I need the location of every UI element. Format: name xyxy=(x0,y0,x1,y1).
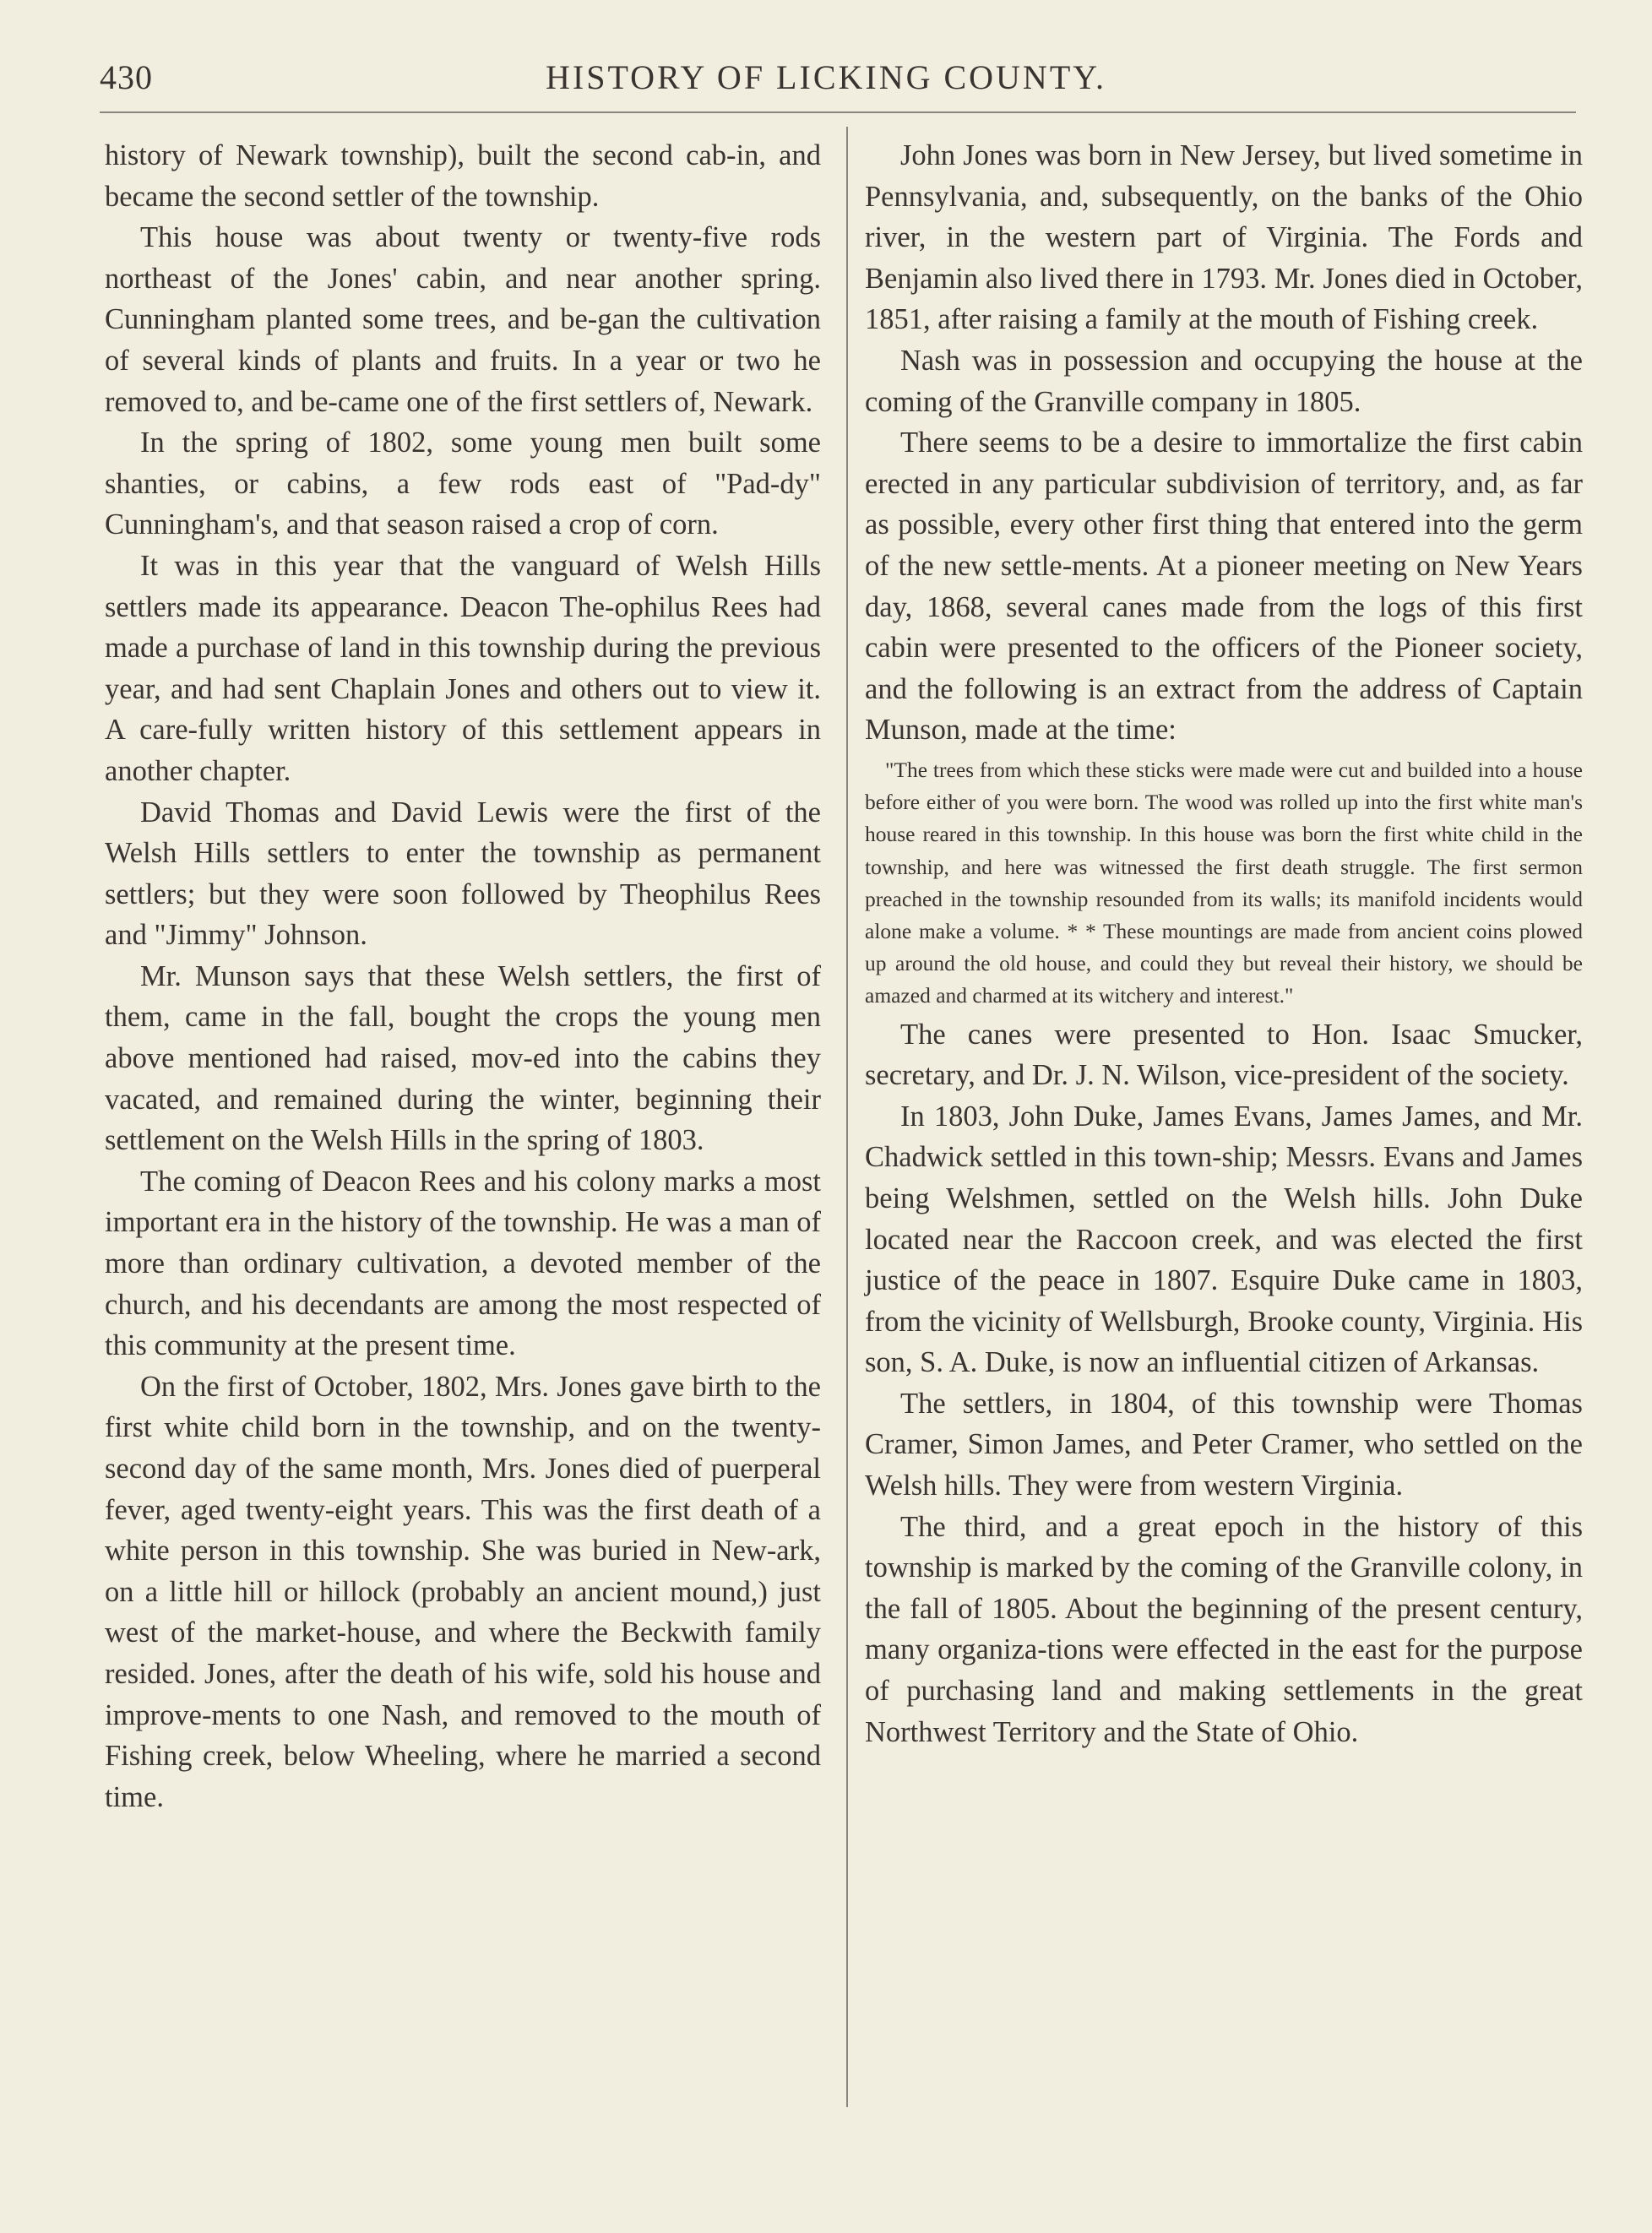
paragraph: It was in this year that the vanguard of Welsh Hills settlers made its appearance. Deacon The-ophilus Rees had made a purchase of land in this township during the previous year, and had sent Chaplain Jones and others out to view it. A care-fully written history of this settlement appears in another chapter. xyxy=(105,549,821,787)
paragraph: The canes were presented to Hon. Isaac Smucker, secretary, and Dr. J. N. Wilson, vice-president of the society. xyxy=(865,1018,1583,1092)
paragraph: In 1803, John Duke, James Evans, James James, and Mr. Chadwick settled in this town-ship; Messrs. Evans and James being Welshmen, settled on the Welsh hills. John Duke located near the Raccoon creek, and was elected the first justice of the peace in 1807. Esquire Duke came in 1803, from the vicinity of Wellsburgh, Brooke county, Virginia. His son, S. A. Duke, is now an influential citizen of Arkansas. xyxy=(865,1100,1583,1379)
paragraph: Mr. Munson says that these Welsh settlers, the first of them, came in the fall, bought the crops the young men above mentioned had raised, mov-ed into the cabins they vacated, and remained during the winter, beginning their settlement on the Welsh Hills in the spring of 1803. xyxy=(105,959,821,1157)
paragraph: On the first of October, 1802, Mrs. Jones gave birth to the first white child born in the township, and on the twenty-second day of the same month, Mrs. Jones died of puerperal fever, aged twenty-eight years. This was the first death of a white person in this township. She was buried in New-ark, on a little hill or hillock (probably an ancient mound,) just west of the market-house, and where the Beckwith family resided. Jones, after the death of his wife, sold his house and improve-ments to one Nash, and removed to the mouth of Fishing creek, below Wheeling, where he married a second time. xyxy=(105,1370,821,1813)
block-quote: "The trees from which these sticks were made were cut and builded into a house before either of you were born. The wood was rolled up into the first white man's house reared in this township. In this house was born the first white child in the township, and here was witnessed the first death struggle. The first sermon preached in the township resounded from its walls; its manifold incidents would alone make a volume. * * These mountings are made from ancient coins plowed up around the old house, and could they but reveal their history, we should be amazed and charmed at its witchery and interest." xyxy=(865,757,1583,1008)
paragraph: David Thomas and David Lewis were the first of the Welsh Hills settlers to enter the township as permanent settlers; but they were soon followed by Theophilus Rees and "Jimmy" Johnson. xyxy=(105,796,821,952)
left-column xyxy=(105,135,821,1817)
paragraph: The settlers, in 1804, of this township were Thomas Cramer, Simon James, and Peter Cramer, who settled on the Welsh hills. They were from western Virginia. xyxy=(865,1387,1583,1502)
paragraph: The third, and a great epoch in the history of this township is marked by the coming of the Granville colony, in the fall of 1805. About the beginning of the present century, many organiza-tions were effected in the east for the purpose of purchasing land and making settlements in the great Northwest Territory and the State of Ohio. xyxy=(865,1510,1583,1748)
paragraph: history of Newark township), built the second cab-in, and became the second settler of the township. xyxy=(105,139,821,213)
running-title: HISTORY OF LICKING COUNTY. xyxy=(546,58,1106,96)
right-column xyxy=(865,135,1583,1752)
paragraph: This house was about twenty or twenty-five rods northeast of the Jones' cabin, and near another spring. Cunningham planted some trees, and be-gan the cultivation of several kinds of plants and fruits. In a year or two he removed to, and be-came one of the first settlers of, Newark. xyxy=(105,221,821,418)
paragraph: The coming of Deacon Rees and his colony marks a most important era in the history of the township. He was a man of more than ordinary cultivation, a devoted member of the church, and his decendants are among the most respected of this community at the present time. xyxy=(105,1165,821,1362)
column-divider xyxy=(846,127,848,2107)
paragraph: There seems to be a desire to immortalize the first cabin erected in any particular subdivision of territory, and, as far as possible, every other first thing that entered into the germ of the new settle-ments. At a pioneer meeting on New Years day, 1868, several canes made from the logs of this first cabin were presented to the officers of the Pioneer society, and the following is an extract from the address of Captain Munson, made at the time: xyxy=(865,426,1583,747)
paragraph: John Jones was born in New Jersey, but lived sometime in Pennsylvania, and, subsequently, on the banks of the Ohio river, in the western part of Virginia. The Fords and Benjamin also lived there in 1793. Mr. Jones died in October, 1851, after raising a family at the mouth of Fishing creek. xyxy=(865,139,1583,336)
page-number: 430 xyxy=(100,58,153,96)
header-rule xyxy=(100,111,1576,113)
paragraph: In the spring of 1802, some young men built some shanties, or cabins, a few rods east of "Pad-dy" Cunningham's, and that season raised a crop of corn. xyxy=(105,426,821,541)
paragraph: Nash was in possession and occupying the house at the coming of the Granville company in 1805. xyxy=(865,344,1583,418)
